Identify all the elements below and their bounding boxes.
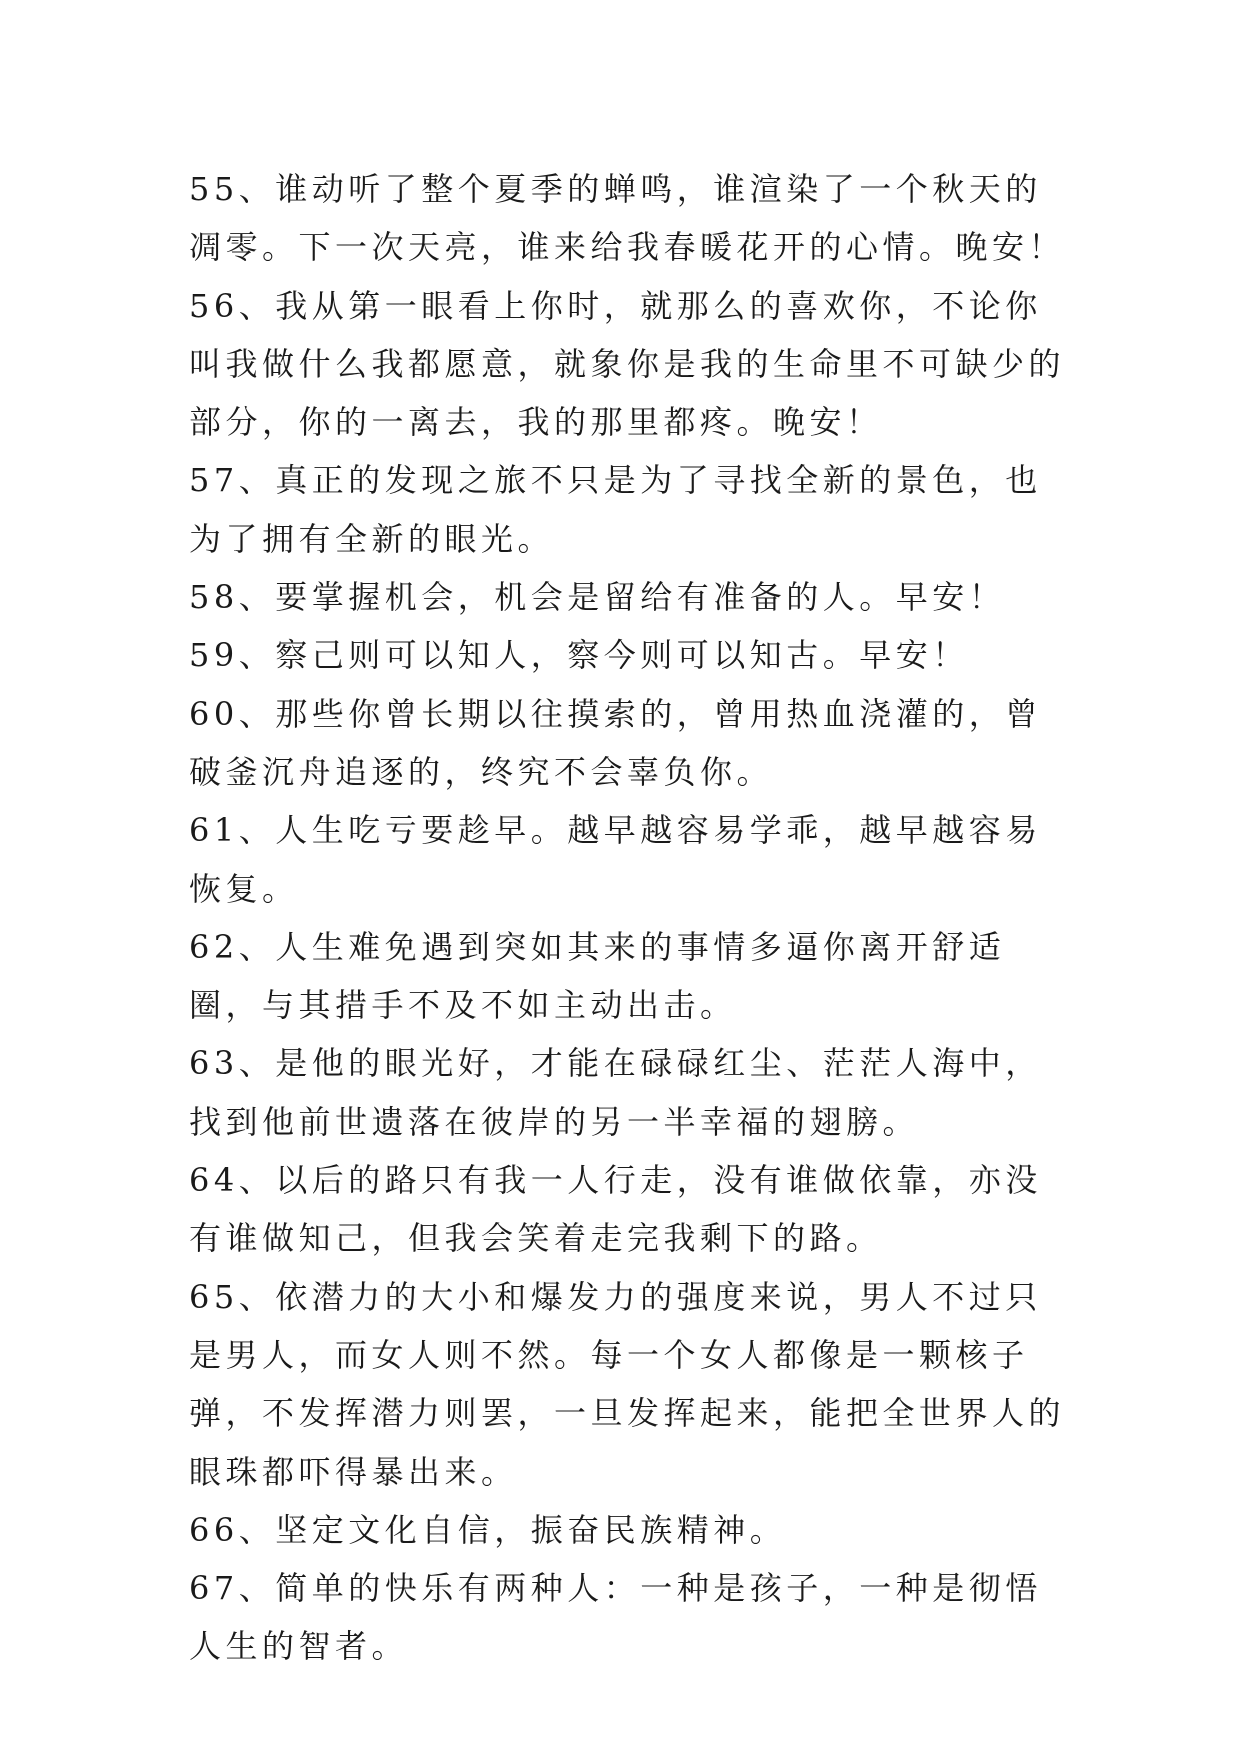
quote-entry-56: 56、我从第一眼看上你时，就那么的喜欢你，不论你叫我做什么我都愿意，就象你是我的生命里不可缺少的部分，你的一离去，我的那里都疼。晚安！ — [189, 286, 1066, 442]
quote-entry-61: 61、人生吃亏要趁早。越早越容易学乖，越早越容易恢复。 — [189, 811, 1042, 908]
quote-entry-64: 64、以后的路只有我一人行走，没有谁做依靠，亦没有谁做知己，但我会笑着走完我剩下的路。 — [189, 1161, 1042, 1258]
document-page — [189, 160, 1069, 1676]
quote-entry-63: 63、是他的眼光好，才能在碌碌红尘、茫茫人海中，找到他前世遗落在彼岸的另一半幸福的翅膀。 — [189, 1044, 1042, 1141]
quote-entry-59: 59、察己则可以知人，察今则可以知古。早安！ — [189, 636, 969, 675]
quote-entry-66: 66、坚定文化自信，振奋民族精神。 — [189, 1510, 787, 1549]
quote-entry-62: 62、人生难免遇到突如其来的事情多逼你离开舒适圈，与其措手不及不如主动出击。 — [189, 927, 1006, 1025]
quote-entry-60: 60、那些你曾长期以往摸索的，曾用热血浇灌的，曾破釜沉舟追逐的，终究不会辜负你。 — [189, 694, 1042, 791]
quote-entry-57: 57、真正的发现之旅不只是为了寻找全新的景色，也为了拥有全新的眼光。 — [189, 461, 1042, 558]
quote-entry-65: 65、依潜力的大小和爆发力的强度来说，男人不过只是男人，而女人则不然。每一个女人都像是一颗核子弹，不发挥潜力则罢，一旦发挥起来，能把全世界人的眼珠都吓得暴出来。 — [189, 1277, 1066, 1491]
quote-entry-55: 55、谁动听了整个夏季的蝉鸣，谁渲染了一个秋天的凋零。下一次天亮，谁来给我春暖花开的心情。晚安！ — [189, 170, 1066, 267]
quote-entry-67: 67、简单的快乐有两种人：一种是孩子，一种是彻悟人生的智者。 — [189, 1569, 1042, 1666]
quote-entry-58: 58、要掌握机会，机会是留给有准备的人。早安！ — [189, 578, 1006, 617]
